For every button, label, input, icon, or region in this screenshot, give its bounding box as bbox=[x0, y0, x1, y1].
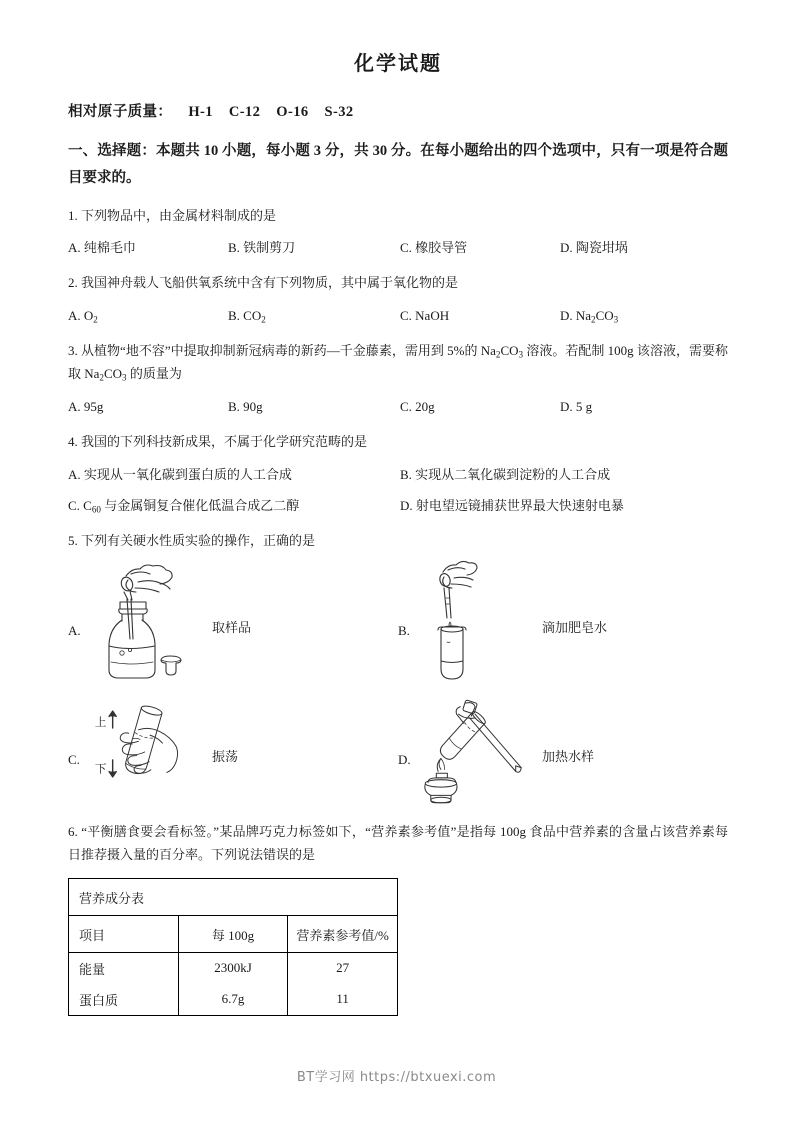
nutrition-row-0-nrv: 27 bbox=[288, 953, 398, 984]
question-2-option-c[interactable]: C. NaOH bbox=[400, 307, 450, 323]
question-1-options bbox=[68, 238, 728, 259]
nutrition-header-nrv: 营养素参考值/% bbox=[288, 916, 398, 953]
question-4-option-a[interactable]: A. 实现从一氧化碳到蛋白质的人工合成 bbox=[68, 466, 292, 482]
question-4-options-row-1 bbox=[68, 465, 728, 486]
question-3-option-a[interactable]: A. 95g bbox=[68, 399, 104, 415]
atomic-mass-o: O-16 bbox=[276, 104, 309, 120]
site-watermark: BT学习网 https://btxuexi.com bbox=[296, 1070, 497, 1085]
atomic-mass-s: S-32 bbox=[324, 104, 354, 120]
question-5-figure-row-2 bbox=[68, 693, 728, 811]
page-content bbox=[68, 0, 728, 1016]
question-5-figure-d-caption: 加热水样 bbox=[542, 749, 595, 765]
atomic-mass-h: H-1 bbox=[188, 104, 213, 120]
nutrition-row-1-name: 蛋白质 bbox=[69, 983, 179, 1016]
question-3-options bbox=[68, 397, 728, 418]
question-4-option-b[interactable]: B. 实现从二氧化碳到淀粉的人工合成 bbox=[400, 466, 611, 482]
nutrition-table-caption: 营养成分表 bbox=[69, 879, 398, 916]
test-tube-alcohol-lamp-heating-icon bbox=[416, 693, 536, 811]
hand-shaking-test-tube-icon bbox=[86, 693, 206, 811]
question-1-option-b[interactable]: B. 铁制剪刀 bbox=[228, 240, 296, 256]
nutrition-table-header-row bbox=[69, 916, 398, 953]
nutrition-header-per100g: 每 100g bbox=[178, 916, 288, 953]
test-tube-dropper-icon bbox=[416, 557, 536, 689]
question-5-figure-a[interactable] bbox=[68, 557, 398, 689]
arrow-up-label: 上 bbox=[94, 717, 107, 730]
question-1-option-d[interactable]: D. 陶瓷坩埚 bbox=[560, 240, 628, 256]
atomic-mass-line bbox=[68, 100, 728, 121]
question-5-figure-b-letter: B. bbox=[398, 622, 410, 638]
question-3-option-b[interactable]: B. 90g bbox=[228, 399, 263, 415]
atomic-mass-label: 相对原子质量： bbox=[68, 104, 173, 120]
table-row bbox=[69, 953, 398, 984]
question-5-figure-a-letter: A. bbox=[68, 622, 81, 638]
question-1-stem: 1. 下列物品中，由金属材料制成的是 bbox=[68, 207, 277, 223]
section-heading: 一、选择题：本题共 10 小题，每小题 3 分，共 30 分。在每小题给出的四个选项中，只有一项是符合题目要求的。 bbox=[68, 143, 728, 186]
question-2-option-d[interactable]: D. $Na_2CO_3$ bbox=[560, 307, 619, 325]
question-2-options bbox=[68, 306, 728, 327]
question-5-figure-b[interactable] bbox=[398, 557, 728, 689]
question-5-figure-c-letter: C. bbox=[68, 751, 80, 767]
atomic-mass-c: C-12 bbox=[228, 104, 261, 120]
question-6-stem: 6. “平衡膳食要会看标签。”某品牌巧克力标签如下，“营养素参考值”是指每 100g 食品中营养素的含量占该营养素每日推荐摄入量的百分率。下列说法错误的是 bbox=[68, 823, 728, 862]
question-5-figure-c-caption: 振荡 bbox=[212, 749, 239, 765]
table-row bbox=[69, 983, 398, 1016]
question-3-option-d[interactable]: D. 5 g bbox=[560, 399, 593, 415]
nutrition-row-1-nrv: 11 bbox=[288, 983, 398, 1016]
question-5-figure-d[interactable] bbox=[398, 693, 728, 811]
question-2-option-b[interactable]: B. $CO_2$ bbox=[228, 307, 266, 325]
page-title: 化学试题 bbox=[354, 53, 442, 75]
nutrition-row-1-amount: 6.7g bbox=[178, 983, 288, 1016]
question-1-option-c[interactable]: C. 橡胶导管 bbox=[400, 240, 468, 256]
question-1-option-a[interactable]: A. 纯棉毛巾 bbox=[68, 240, 136, 256]
question-5-stem: 5. 下列有关硬水性质实验的操作，正确的是 bbox=[68, 533, 316, 549]
question-4-option-c[interactable]: C. $C_{60}$ 与金属铜复合催化低温合成乙二醇 bbox=[68, 498, 300, 515]
question-4-stem: 4. 我国的下列科技新成果，不属于化学研究范畴的是 bbox=[68, 433, 368, 449]
reagent-bottle-dropper-icon bbox=[86, 557, 206, 689]
arrow-down-label: 下 bbox=[94, 763, 107, 776]
question-2-option-a[interactable]: A. $O_2$ bbox=[68, 307, 98, 325]
question-4-option-d[interactable]: D. 射电望远镜捕获世界最大快速射电暴 bbox=[400, 498, 624, 514]
question-3-option-c[interactable]: C. 20g bbox=[400, 399, 435, 415]
question-5-figure-d-letter: D. bbox=[398, 751, 411, 767]
nutrition-row-0-name: 能量 bbox=[69, 953, 179, 984]
question-4-options-row-2 bbox=[68, 496, 728, 517]
nutrition-table bbox=[68, 878, 398, 1016]
question-2-stem: 2. 我国神舟载人飞船供氧系统中含有下列物质，其中属于氧化物的是 bbox=[68, 275, 459, 291]
question-5-figure-row-1 bbox=[68, 557, 728, 689]
question-5-figure-a-caption: 取样品 bbox=[212, 620, 252, 636]
nutrition-table-caption-row bbox=[69, 879, 398, 916]
nutrition-table-wrap bbox=[68, 878, 728, 1016]
question-3-stem: 3. 从植物“地不容”中提取抑制新冠病毒的新药—千金藤素，需用到 5%的 $Na_2CO_3$ 溶液。若配制 100g 该溶液，需要称取 $Na_2CO_3$ 的质量为 bbox=[68, 342, 728, 383]
question-5-figure-b-caption: 滴加肥皂水 bbox=[542, 620, 608, 636]
nutrition-header-item: 项目 bbox=[69, 916, 179, 953]
question-5-figure-c[interactable] bbox=[68, 693, 398, 811]
nutrition-row-0-amount: 2300kJ bbox=[178, 953, 288, 984]
